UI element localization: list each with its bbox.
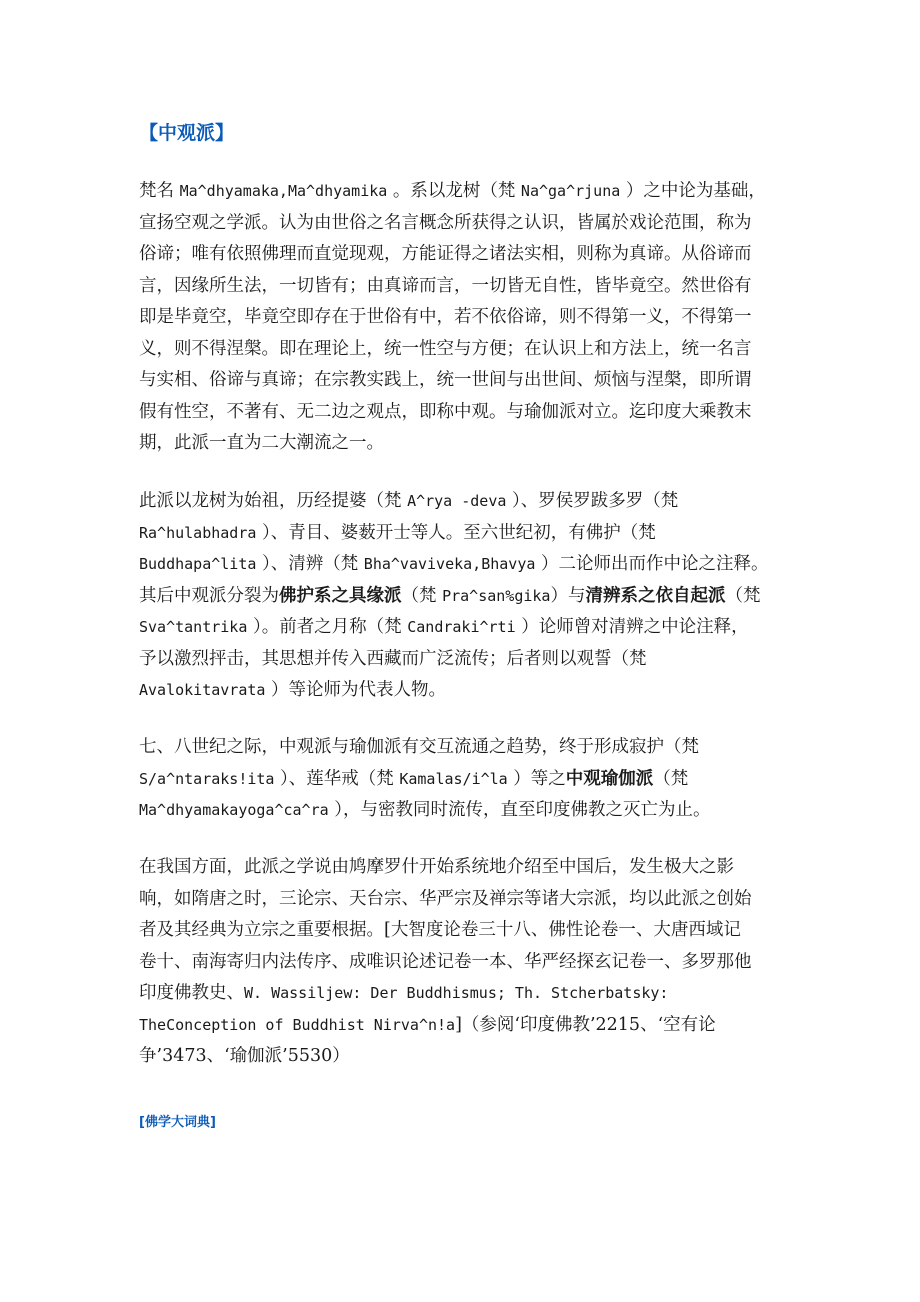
- text-line: [139, 365, 794, 397]
- sanskrit-term: Bha^vaviveka,Bhavya: [363, 555, 536, 573]
- paragraph-1: [139, 176, 794, 460]
- paragraph-2: [139, 486, 794, 707]
- text-segment: 梵名: [139, 181, 180, 201]
- text-line: [139, 486, 794, 518]
- text-segment: ）。前者之月称（梵: [247, 617, 408, 637]
- text-segment: ）、清辨（梵: [256, 554, 364, 574]
- text-line: [139, 581, 794, 613]
- text-line: [139, 978, 794, 1010]
- sanskrit-term: Ma^dhyamaka,Ma^dhyamika: [179, 182, 388, 200]
- text-line: [139, 176, 794, 208]
- sanskrit-term: Candraki^rti: [407, 618, 516, 636]
- text-segment: ）论师曾对清辨之中论注释，: [515, 617, 749, 637]
- text-line: [139, 852, 794, 884]
- source-footer: [佛学大词典]: [139, 1115, 216, 1130]
- text-line: [139, 1041, 794, 1073]
- text-segment: 。系以龙树（梵: [387, 181, 521, 201]
- text-line: [139, 884, 794, 916]
- text-line: [139, 208, 794, 240]
- sanskrit-term: Kamalas/i^la: [399, 769, 508, 788]
- sanskrit-term: Na^ga^rjuna: [520, 182, 621, 200]
- text-segment: ），与密教同时流传，直至印度佛教之灭亡为止。: [328, 800, 711, 820]
- bold-term: 中观瑜伽派: [565, 768, 654, 789]
- text-segment: 义，则不得涅槃。即在理论上，统一性空与方便；在认识上和方法上，统一名言: [139, 338, 752, 359]
- sanskrit-term: S/a^ntaraks!ita: [139, 769, 275, 788]
- text-segment: （梵: [725, 585, 761, 606]
- text-segment: ）、莲华戒（梵: [274, 768, 400, 789]
- text-segment: 响，如隋唐之时，三论宗、天台宗、华严宗及禅宗等诸大宗派，均以此派之创始: [139, 888, 752, 909]
- text-segment: 争’3473、‘瑜伽派’5530）: [139, 1046, 350, 1066]
- text-line: [139, 1010, 794, 1042]
- text-segment: （梵: [401, 585, 443, 606]
- text-line: [139, 549, 794, 581]
- text-segment: ）等之: [507, 768, 566, 789]
- text-segment: 印度佛教史、: [139, 983, 244, 1003]
- text-segment: ]（参阅‘印度佛教’2215、‘空有论: [455, 1014, 716, 1035]
- sanskrit-term: Sva^tantrika: [139, 618, 248, 636]
- text-segment: 在我国方面，此派之学说由鸠摩罗什开始系统地介绍至中国后，发生极大之影: [139, 857, 734, 877]
- text-segment: ）二论师出而作中论之注释。: [535, 554, 769, 574]
- bold-term: 清辨系之依自起派: [585, 585, 726, 606]
- text-line: [139, 947, 794, 979]
- text-segment: 宣扬空观之学派。认为由世俗之名言概念所获得之认识，皆属於戏论范围，称为: [139, 212, 752, 233]
- text-segment: 期，此派一直为二大潮流之一。: [139, 433, 384, 453]
- text-segment: 者及其经典为立宗之重要根据。[大智度论卷三十八、佛性论卷一、大唐西域记: [139, 920, 741, 940]
- text-segment: 此派以龙树为始祖，历经提婆（梵: [139, 491, 408, 511]
- text-segment: ）、罗侯罗跋多罗（梵: [506, 491, 679, 511]
- sanskrit-term: Ma^dhyamakayoga^ca^ra: [139, 801, 329, 819]
- text-line: [139, 428, 794, 460]
- text-line: [139, 644, 794, 676]
- sanskrit-term: TheConception of Buddhist Nirva^n!a: [139, 1015, 456, 1034]
- bold-term: 佛护系之具缘派: [279, 585, 402, 606]
- text-line: [139, 732, 794, 764]
- sanskrit-term: Buddhapa^lita: [139, 555, 257, 573]
- entry-title: 【中观派】: [139, 122, 235, 144]
- paragraph-4: [139, 852, 794, 1073]
- text-line: [139, 271, 794, 303]
- text-segment: 假有性空，不著有、无二边之观点，即称中观。与瑜伽派对立。迄印度大乘教末: [139, 401, 752, 422]
- text-segment: 言，因缘所生法，一切皆有；由真谛而言，一切皆无自性，皆毕竟空。然世俗有: [139, 275, 752, 296]
- text-segment: 卷十、南海寄归内法传序、成唯识论述记卷一本、华严经探玄记卷一、多罗那他: [139, 951, 752, 972]
- sanskrit-term: Ra^hulabhadra: [139, 523, 257, 542]
- text-segment: 其后中观派分裂为: [139, 585, 279, 606]
- text-line: [139, 518, 794, 550]
- text-segment: ）、青目、婆薮开士等人。至六世纪初，有佛护（梵: [256, 522, 656, 543]
- text-segment: （梵: [653, 768, 689, 789]
- text-segment: 七、八世纪之际，中观派与瑜伽派有交互流通之趋势，终于形成寂护（梵: [139, 737, 699, 757]
- sanskrit-term: Pra^san%gika: [442, 586, 551, 605]
- text-segment: 予以激烈抨击，其思想并传入西藏而广泛流传；后者则以观誓（梵: [139, 648, 647, 669]
- sanskrit-term: Avalokitavrata: [139, 681, 266, 699]
- text-segment: 即是毕竟空，毕竟空即存在于世俗有中，若不依俗谛，则不得第一义，不得第一: [139, 307, 752, 327]
- text-line: [139, 764, 794, 796]
- text-segment: 俗谛；唯有依照佛理而直觉现观，方能证得之诸法实相，则称为真谛。从俗谛而: [139, 244, 752, 264]
- text-line: [139, 334, 794, 366]
- text-line: [139, 795, 794, 827]
- text-line: [139, 302, 794, 334]
- text-segment: ）之中论为基础，: [620, 181, 766, 201]
- text-line: [139, 397, 794, 429]
- text-segment: ）与: [550, 585, 586, 606]
- text-line: [139, 612, 794, 644]
- text-line: [139, 915, 794, 947]
- text-segment: 与实相、俗谛与真谛；在宗教实践上，统一世间与出世间、烦恼与涅槃，即所谓: [139, 370, 752, 390]
- text-line: [139, 675, 794, 707]
- text-line: [139, 239, 794, 271]
- paragraph-3: [139, 732, 794, 827]
- sanskrit-term: A^rya -deva: [407, 492, 507, 510]
- sanskrit-term: W. Wassiljew: Der Buddhismus; Th. Stcherbatsky:: [244, 984, 669, 1002]
- text-segment: ）等论师为代表人物。: [265, 680, 446, 700]
